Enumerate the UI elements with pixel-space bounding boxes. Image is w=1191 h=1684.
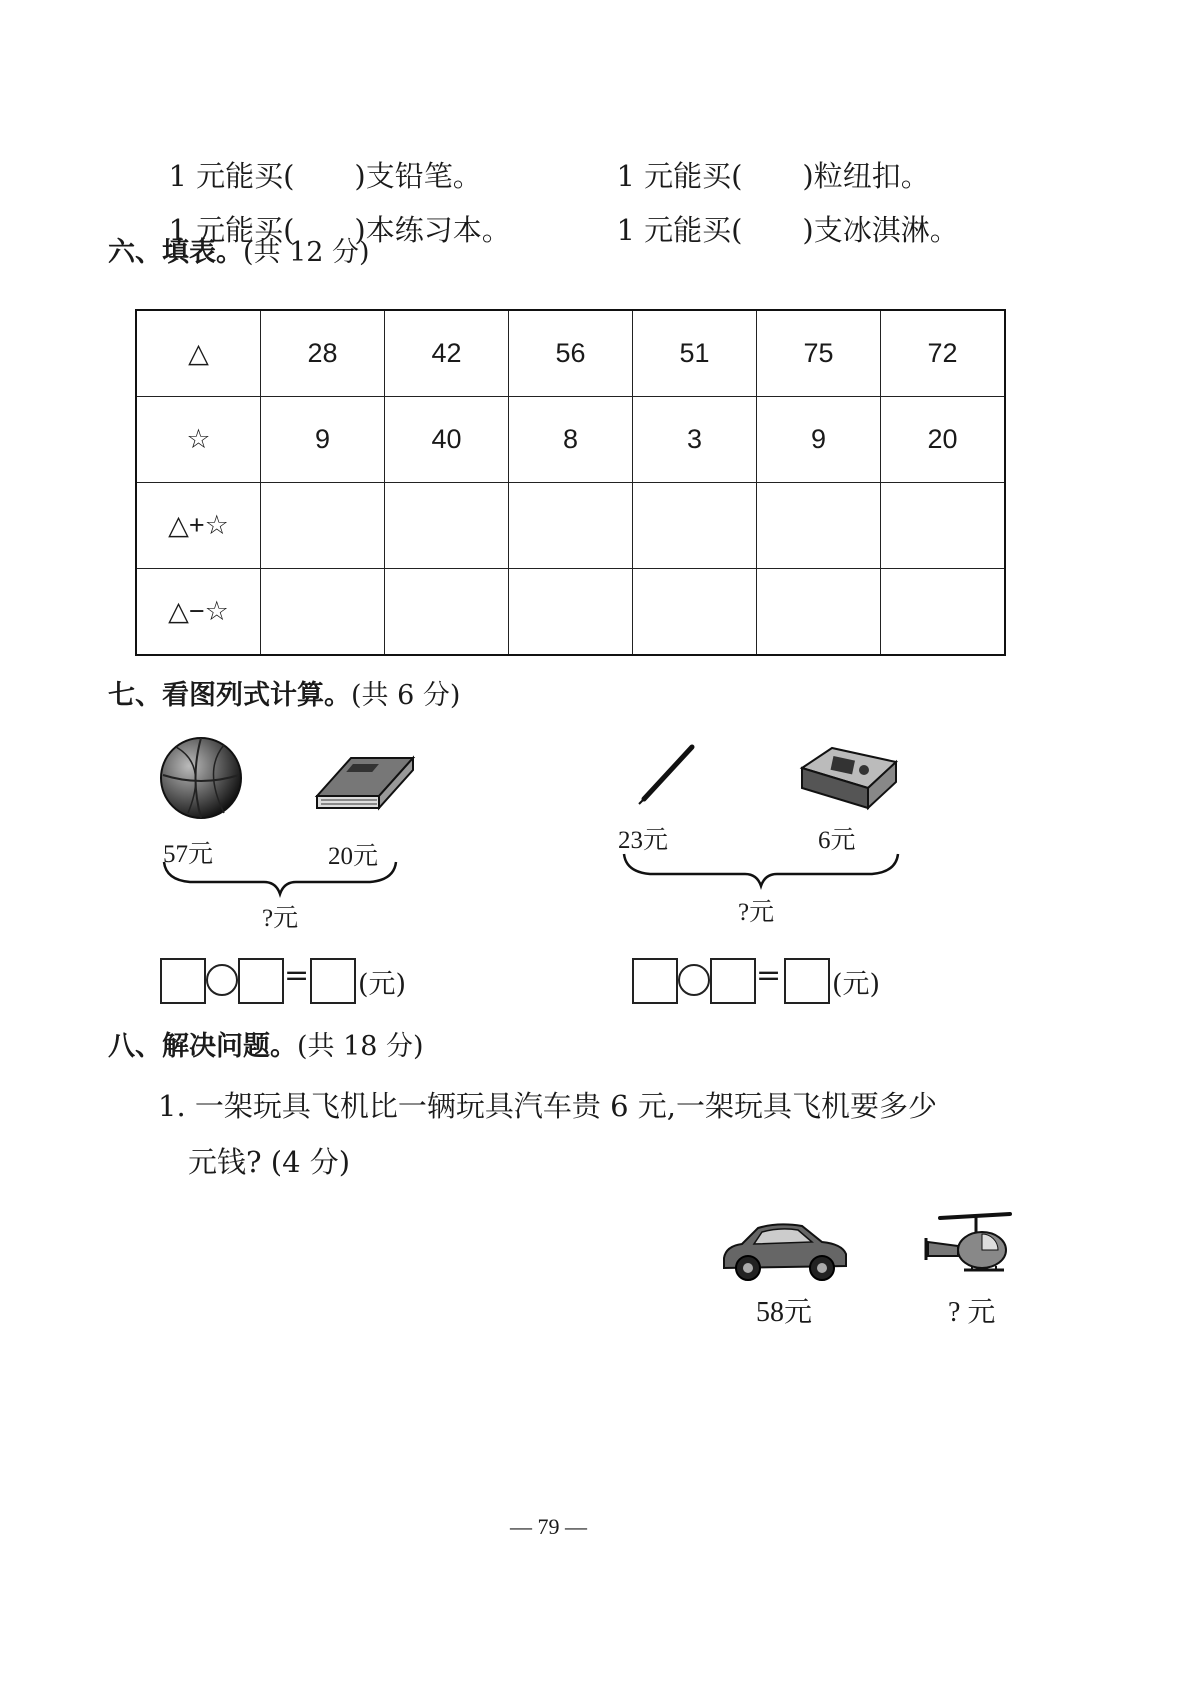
answer-cell[interactable] (261, 483, 385, 569)
unit-label: (元) (832, 969, 881, 1000)
answer-box[interactable] (310, 958, 356, 1004)
pencil-case-icon (792, 744, 902, 814)
question-text: 1 元能买( (616, 159, 743, 193)
question-text: )支铅笔。 (354, 159, 482, 193)
table-cell: 51 (633, 310, 757, 397)
plane-price-label: ? 元 (948, 1297, 996, 1328)
table-cell: 40 (385, 397, 509, 483)
table-row (136, 397, 1005, 483)
row-header-difference: △−☆ (136, 569, 261, 656)
table-cell: 56 (509, 310, 633, 397)
question-text: 1 元能买( (168, 159, 295, 193)
question1-text: 1. 一架玩具飞机比一辆玩具汽车贵 6 元,一架玩具飞机要多少 (158, 1089, 937, 1123)
price-label: 20元 (328, 843, 379, 870)
book-icon (313, 752, 417, 814)
answer-cell[interactable] (757, 569, 881, 656)
answer-cell[interactable] (633, 483, 757, 569)
total-label: ?元 (738, 899, 775, 926)
answer-box[interactable] (238, 958, 284, 1004)
table-row (136, 483, 1005, 569)
brace-icon (160, 858, 400, 898)
answer-cell[interactable] (385, 569, 509, 656)
section-points: (共 12 分) (243, 237, 370, 268)
pencil-icon (636, 743, 696, 807)
table-cell: 3 (633, 397, 757, 483)
total-label: ?元 (262, 905, 299, 932)
fill-table (135, 309, 1006, 656)
section8-heading (108, 1024, 424, 1063)
price-label: 57元 (163, 841, 214, 868)
answer-cell[interactable] (881, 483, 1006, 569)
table-cell: 72 (881, 310, 1006, 397)
section-points: (共 6 分) (351, 680, 461, 711)
answer-cell[interactable] (757, 483, 881, 569)
equals-sign: = (284, 958, 310, 993)
section-title: 六、填表。 (108, 237, 243, 268)
question-text: 1 元能买( (168, 213, 295, 247)
question1-text-continued: 元钱? (4 分) (188, 1145, 351, 1179)
answer-box[interactable] (710, 958, 756, 1004)
brace-icon (620, 850, 902, 892)
answer-cell[interactable] (633, 569, 757, 656)
table-cell: 75 (757, 310, 881, 397)
answer-box[interactable] (784, 958, 830, 1004)
question-icecream (598, 174, 959, 249)
price-label: 23元 (618, 827, 669, 854)
price-label: 6元 (818, 827, 856, 854)
question-text: )本练习本。 (354, 213, 511, 247)
car-price-label: 58元 (756, 1297, 813, 1328)
answer-cell[interactable] (261, 569, 385, 656)
table-cell: 8 (509, 397, 633, 483)
unit-label: (元) (358, 969, 407, 1000)
equals-sign: = (756, 958, 782, 993)
section6-heading (108, 230, 370, 269)
table-row (136, 310, 1005, 397)
answer-cell[interactable] (509, 569, 633, 656)
page-number: — 79 — (510, 1514, 587, 1539)
section-points: (共 18 分) (297, 1031, 424, 1062)
row-header-star: ☆ (136, 397, 261, 483)
answer-box[interactable] (632, 958, 678, 1004)
row-header-triangle: △ (136, 310, 261, 397)
operator-circle[interactable] (206, 964, 238, 996)
toy-car-icon (718, 1218, 850, 1284)
answer-cell[interactable] (385, 483, 509, 569)
section-title: 八、解决问题。 (108, 1031, 297, 1062)
answer-cell[interactable] (881, 569, 1006, 656)
table-cell: 42 (385, 310, 509, 397)
operator-circle[interactable] (678, 964, 710, 996)
row-header-sum: △+☆ (136, 483, 261, 569)
answer-box[interactable] (160, 958, 206, 1004)
table-cell: 9 (261, 397, 385, 483)
basketball-icon (158, 735, 244, 821)
table-row (136, 569, 1005, 656)
toy-helicopter-icon (920, 1210, 1020, 1288)
section7-heading (108, 673, 460, 712)
question-text: 1 元能买( (616, 213, 743, 247)
table-cell: 28 (261, 310, 385, 397)
table-cell: 9 (757, 397, 881, 483)
answer-cell[interactable] (509, 483, 633, 569)
table-cell: 20 (881, 397, 1006, 483)
question-text: )支冰淇淋。 (802, 213, 959, 247)
section-title: 七、看图列式计算。 (108, 680, 351, 711)
question-text: )粒纽扣。 (802, 159, 930, 193)
